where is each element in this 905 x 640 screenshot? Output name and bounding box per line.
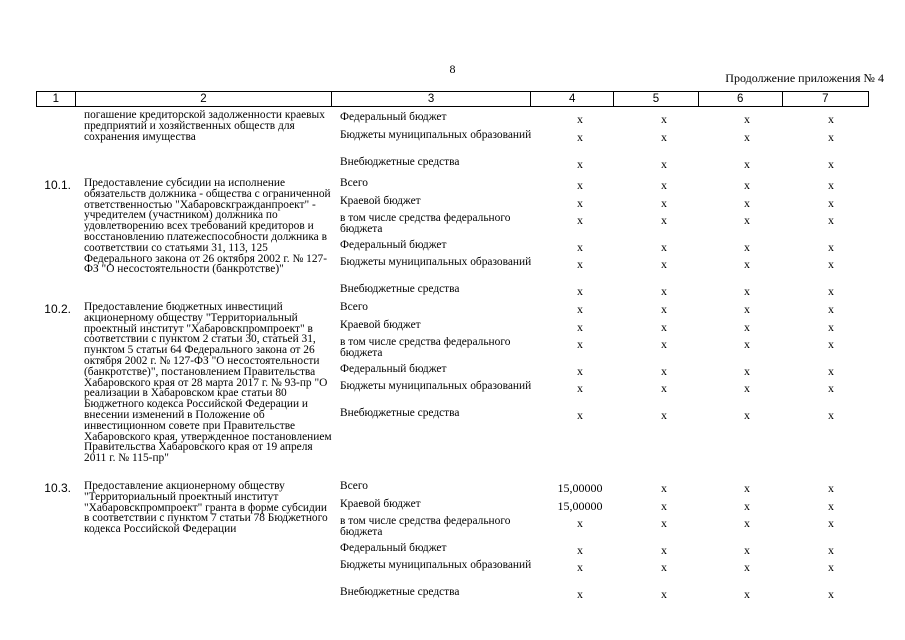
value-cell: x <box>661 257 667 271</box>
value-cell: x <box>661 481 667 495</box>
value-cell: x <box>744 213 750 227</box>
funding-source: Внебюджетные средства <box>340 283 460 295</box>
value-cell: x <box>577 408 583 422</box>
value-cell: x <box>744 408 750 422</box>
value-cell: x <box>577 320 583 334</box>
column-header: 4 <box>531 92 614 107</box>
value-cell: x <box>661 560 667 574</box>
value-cell: x <box>744 157 750 171</box>
value-cell: x <box>744 178 750 192</box>
funding-source: Внебюджетные средства <box>340 407 460 419</box>
value-cell: x <box>661 302 667 316</box>
value-cell: x <box>577 240 583 254</box>
value-cell: x <box>577 157 583 171</box>
value-cell: x <box>577 284 583 298</box>
row-description: Предоставление бюджетных инвестиций акционерному обществу "Территориальный проектный институт "Хабаровскпромпроект" в соответствии с пунктом 2 статьи 30, статьей 31, пунктом 5 статьи 64 Федерального закона от 26 октября 2002 г. № 127-ФЗ "О несостоятельности (банкротстве)", постановлением Правительства Хабаровского края от 28 марта 2017 г. № 93-пр "О реализации в Хабаровском крае статьи 80 Бюджетного кодекса Российской Федерации и внесении изменений в Положение об инвестиционном совете при Правительстве Хабаровского края, утвержденное постановлением Правительства Хабаровского края от 19 апреля 2011 г. № 115-пр" <box>84 301 332 465</box>
value-cell: x <box>828 481 834 495</box>
page-number: 8 <box>449 62 456 76</box>
value-cell: x <box>744 337 750 351</box>
column-header: 7 <box>782 92 868 107</box>
value-cell: x <box>577 130 583 144</box>
value-cell: x <box>661 587 667 601</box>
funding-source: Всего <box>340 177 368 189</box>
value-cell: x <box>744 320 750 334</box>
value-cell: x <box>828 543 834 557</box>
funding-source: Федеральный бюджет <box>340 542 447 554</box>
value-cell: x <box>577 364 583 378</box>
value-cell: x <box>577 196 583 210</box>
value-cell: x <box>828 302 834 316</box>
value-cell: x <box>661 543 667 557</box>
value-cell: x <box>828 499 834 513</box>
row-description: Предоставление субсидии на исполнение обязательств должника - общества с ограниченной ответственностью "Хабаровскгражданпроект" - учредителем (участником) должника по удовлетворению всех требований кредиторов и восстановлению платежеспособности должника в соответствии со статьями 31, 113, 125 Федерального закона от 26 октября 2002 г. № 127-ФЗ "О несостоятельности (банкротстве)" <box>84 177 331 276</box>
row-number: 10.1. <box>44 178 71 192</box>
column-header-row <box>36 91 869 107</box>
funding-source: Внебюджетные средства <box>340 156 460 168</box>
value-cell: x <box>828 112 834 126</box>
value-cell: x <box>661 364 667 378</box>
value-cell: x <box>828 560 834 574</box>
funding-source: Краевой бюджет <box>340 498 421 510</box>
value-cell: x <box>661 337 667 351</box>
column-header: 2 <box>75 92 331 107</box>
value-cell: x <box>828 213 834 227</box>
value-cell: x <box>828 516 834 530</box>
row-description: Предоставление акционерному обществу "Территориальный проектный институт "Хабаровскпромпроект" гранта в форме субсидии в соответствии с пунктом 7 статьи 78 Бюджетного кодекса Российской Федерации <box>84 480 328 536</box>
column-header: 3 <box>332 92 531 107</box>
value-cell: x <box>744 364 750 378</box>
value-cell: x <box>744 587 750 601</box>
value-cell: x <box>828 157 834 171</box>
value-cell: x <box>744 381 750 395</box>
row-description: погашение кредиторской задолженности краевых предприятий и хозяйственных обществ для сохранения имущества <box>84 109 325 143</box>
value-cell: x <box>661 499 667 513</box>
funding-source: Федеральный бюджет <box>340 363 447 375</box>
value-cell: x <box>828 587 834 601</box>
value-cell: x <box>661 178 667 192</box>
column-header: 5 <box>614 92 698 107</box>
value-cell: 15,00000 <box>557 499 603 513</box>
value-cell: x <box>577 112 583 126</box>
value-cell: x <box>828 178 834 192</box>
value-cell: x <box>661 240 667 254</box>
value-cell: x <box>577 560 583 574</box>
value-cell: x <box>577 337 583 351</box>
value-cell: x <box>744 240 750 254</box>
value-cell: x <box>661 130 667 144</box>
column-header: 6 <box>698 92 782 107</box>
funding-source: Всего <box>340 301 368 313</box>
continuation-label: Продолжение приложения № 4 <box>725 71 884 85</box>
funding-source: Краевой бюджет <box>340 195 421 207</box>
value-cell: x <box>744 560 750 574</box>
funding-source: Бюджеты муниципальных образований <box>340 256 532 268</box>
value-cell: x <box>828 381 834 395</box>
value-cell: x <box>661 284 667 298</box>
value-cell: x <box>661 196 667 210</box>
value-cell: x <box>577 178 583 192</box>
column-header: 1 <box>37 92 76 107</box>
funding-source: Краевой бюджет <box>340 319 421 331</box>
value-cell: x <box>828 337 834 351</box>
value-cell: x <box>661 112 667 126</box>
value-cell: x <box>577 516 583 530</box>
value-cell: x <box>744 112 750 126</box>
value-cell: x <box>744 257 750 271</box>
row-number: 10.3. <box>44 481 71 495</box>
value-cell: x <box>661 381 667 395</box>
funding-source: Бюджеты муниципальных образований <box>340 129 532 141</box>
value-cell: 15,00000 <box>557 481 603 495</box>
value-cell: x <box>577 543 583 557</box>
funding-source: Федеральный бюджет <box>340 239 447 251</box>
funding-source: Всего <box>340 480 368 492</box>
row-number: 10.2. <box>44 302 71 316</box>
value-cell: x <box>577 302 583 316</box>
value-cell: x <box>744 302 750 316</box>
value-cell: x <box>661 157 667 171</box>
value-cell: x <box>744 543 750 557</box>
value-cell: x <box>744 481 750 495</box>
funding-source: Внебюджетные средства <box>340 586 460 598</box>
funding-source: в том числе средства федерального бюджета <box>340 515 511 538</box>
funding-source: Бюджеты муниципальных образований <box>340 380 532 392</box>
value-cell: x <box>661 408 667 422</box>
value-cell: x <box>828 284 834 298</box>
value-cell: x <box>661 516 667 530</box>
funding-source: Федеральный бюджет <box>340 111 447 123</box>
value-cell: x <box>828 320 834 334</box>
value-cell: x <box>828 257 834 271</box>
value-cell: x <box>828 130 834 144</box>
value-cell: x <box>744 284 750 298</box>
value-cell: x <box>828 408 834 422</box>
value-cell: x <box>744 516 750 530</box>
funding-source: Бюджеты муниципальных образований <box>340 559 532 571</box>
value-cell: x <box>661 213 667 227</box>
value-cell: x <box>744 499 750 513</box>
value-cell: x <box>577 381 583 395</box>
funding-source: в том числе средства федерального бюджета <box>340 336 511 359</box>
value-cell: x <box>661 320 667 334</box>
value-cell: x <box>577 213 583 227</box>
value-cell: x <box>828 364 834 378</box>
value-cell: x <box>744 196 750 210</box>
value-cell: x <box>828 240 834 254</box>
value-cell: x <box>577 587 583 601</box>
value-cell: x <box>828 196 834 210</box>
funding-source: в том числе средства федерального бюджета <box>340 212 511 235</box>
value-cell: x <box>577 257 583 271</box>
value-cell: x <box>744 130 750 144</box>
